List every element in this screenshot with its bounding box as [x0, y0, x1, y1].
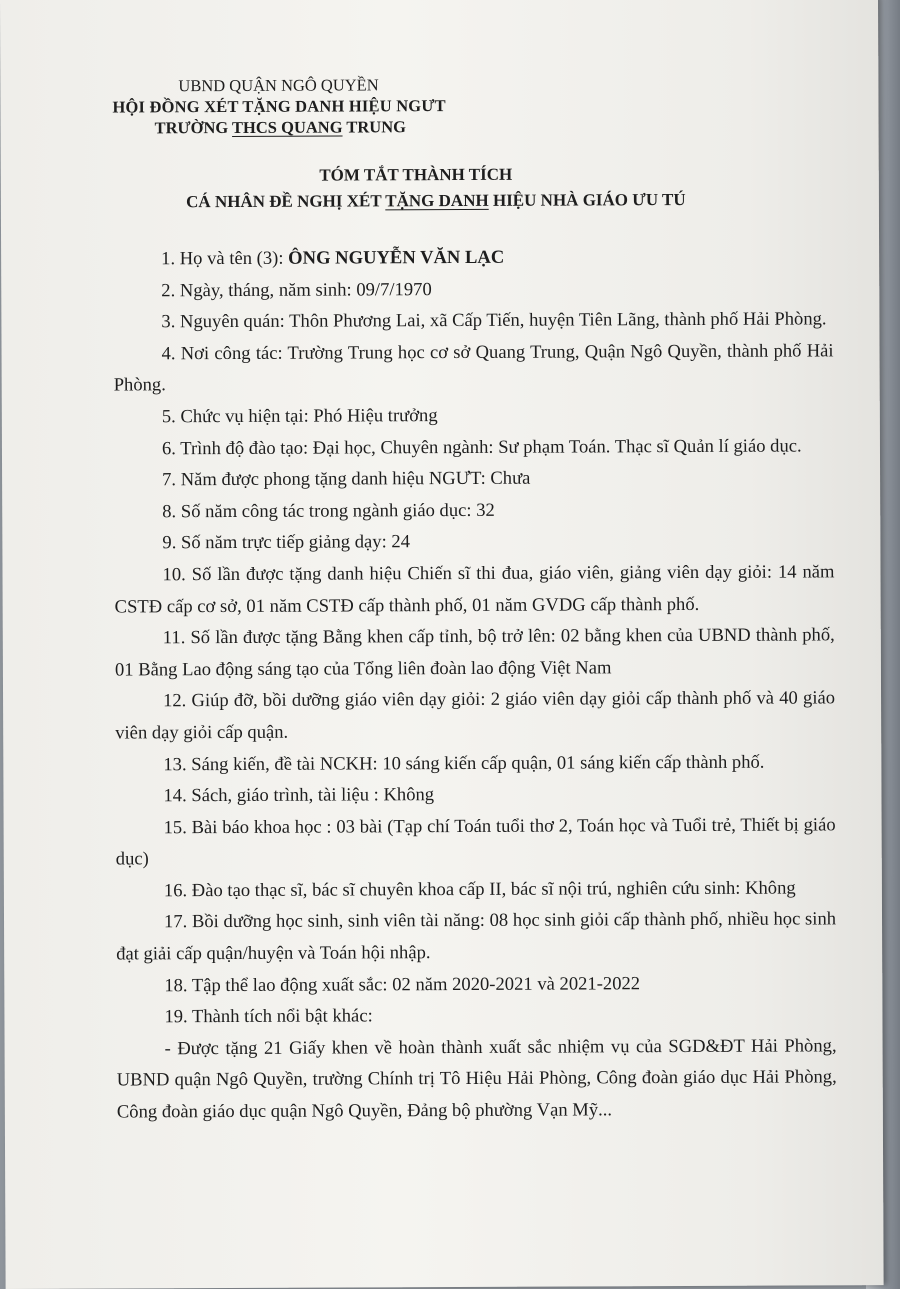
item-education: 6. Trình độ đào tạo: Đại học, Chuyên ngành: Sư phạm Toán. Thạc sĩ Quản lí giáo dục. [161, 435, 802, 459]
document-header [112, 74, 446, 138]
item-initiatives: 13. Sáng kiến, đề tài NCKH: 10 sáng kiến cấp quận, 01 sáng kiến cấp thành phố. [163, 751, 765, 775]
item-other-achievements-detail: - Được tặng 21 Giấy khen về hoàn thành xuất sắc nhiệm vụ của SGD&ĐT Hải Phòng, UBND quận Ngô Quyền, trường Chính trị Tô Hiệu Hải Phòng, Công đoàn giáo dục Hải Phòng, Công đoàn giáo dục quận Ngô Quyền, Đảng bộ phường Vạn Mỹ... [116, 1035, 837, 1123]
item-postgraduate-training: 16. Đào tạo thạc sĩ, bác sĩ chuyên khoa cấp II, bác sĩ nội trú, nghiên cứu sinh: Không [163, 877, 796, 902]
item-ngut-year: 7. Năm được phong tặng danh hiệu NGƯT: Chưa [162, 467, 531, 491]
header-school-post: TRUNG [342, 117, 406, 137]
item-years-teaching: 9. Số năm trực tiếp giảng dạy: 24 [162, 531, 411, 554]
item-years-service: 8. Số năm công tác trong ngành giáo dục: 32 [162, 499, 495, 523]
item-hometown: 3. Nguyên quán: Thôn Phương Lai, xã Cấp Tiến, huyện Tiên Lãng, thành phố Hải Phòng. [161, 308, 827, 333]
item-full-name [113, 240, 833, 275]
item-mentoring: 12. Giúp đỡ, bồi dưỡng giáo viên dạy giỏi: 2 giáo viên dạy giỏi cấp thành phố và 40 giáo viên dạy giỏi cấp quận. [115, 687, 836, 744]
item-emulation-titles: 10. Số lần được tặng danh hiệu Chiến sĩ thi đua, giáo viên, giảng viên dạy giỏi: 14 năm CSTĐ cấp cơ sở, 01 năm CSTĐ cấp thành phố, 01 năm GVDG cấp thành phố. [114, 561, 835, 618]
item-talent-training: 17. Bồi dưỡng học sinh, sinh viên tài năng: 08 học sinh giỏi cấp thành phố, nhiều học sinh đạt giải cấp quận/huyện và Toán hội nhập. [116, 908, 837, 965]
document-title [1, 160, 879, 216]
title-line-1: TÓM TẮT THÀNH TÍCH [319, 164, 513, 185]
header-school-pre: TRƯỜNG [154, 117, 233, 138]
item-books: 14. Sách, giáo trình, tài liệu : Không [163, 784, 435, 807]
item-full-name-label: 1. Họ và tên (3): [161, 247, 289, 270]
header-council: HỘI ĐỒNG XÉT TẶNG DANH HIỆU NGƯT [112, 96, 446, 117]
item-excellent-collective: 18. Tập thể lao động xuất sắc: 02 năm 2020-2021 và 2021-2022 [164, 972, 641, 996]
item-full-name-value: ÔNG NGUYỄN VĂN LẠC [288, 246, 505, 269]
item-position: 5. Chức vụ hiện tại: Phó Hiệu trưởng [161, 405, 438, 428]
item-other-achievements: 19. Thành tích nổi bật khác: [164, 1005, 373, 1028]
item-birth-date: 2. Ngày, tháng, năm sinh: 09/7/1970 [161, 278, 432, 301]
item-articles: 15. Bài báo khoa học : 03 bài (Tạp chí Toán tuổi thơ 2, Toán học và Tuổi trẻ, Thiết bị giáo dục) [115, 814, 836, 870]
header-school-underlined: THCS QUANG [231, 117, 343, 137]
header-district: UBND QUẬN NGÔ QUYỀN [178, 75, 379, 96]
title-line-2-post: HIỆU NHÀ GIÁO ƯU TÚ [488, 190, 686, 210]
item-certificates: 11. Số lần được tặng Bằng khen cấp tỉnh, bộ trở lên: 02 bằng khen của UBND thành phố, 01 Bằng Lao động sáng tạo của Tổng liên đoàn lao động Việt Nam [114, 624, 835, 681]
title-line-2-underlined: TẶNG DANH [385, 190, 489, 211]
title-line-2-pre: CÁ NHÂN ĐỀ NGHỊ XÉT [186, 191, 386, 212]
title-line-2 [1, 186, 879, 216]
document-body [113, 240, 837, 1128]
header-school [113, 116, 446, 138]
item-workplace: 4. Nơi công tác: Trường Trung học cơ sở Quang Trung, Quận Ngô Quyền, thành phố Hải Phòng. [113, 340, 834, 396]
